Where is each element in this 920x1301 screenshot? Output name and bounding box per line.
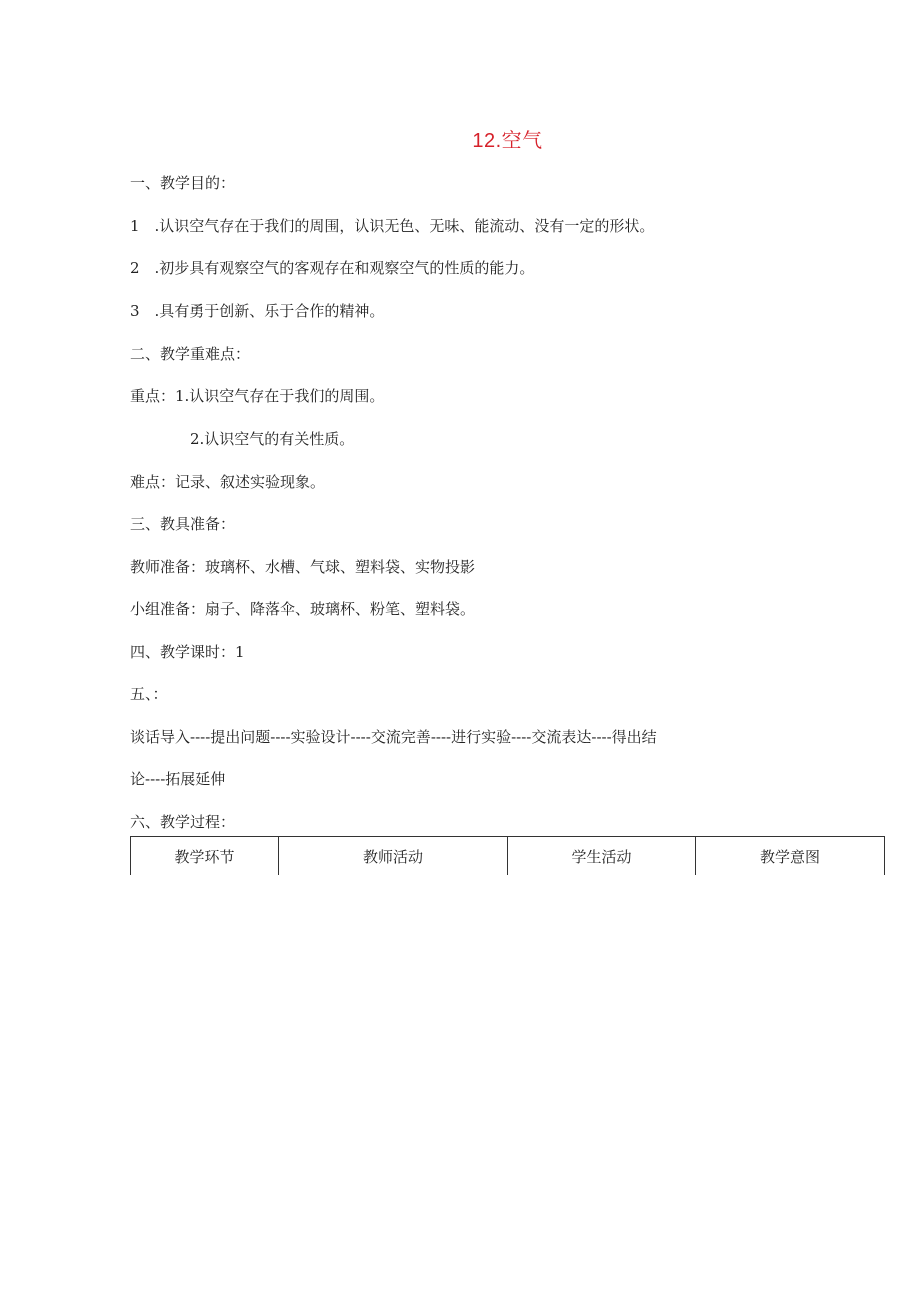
section-objectives-heading: 一、教学目的：: [130, 174, 236, 192]
objective-item-3: 3 .具有勇于创新、乐于合作的精神。: [130, 302, 385, 320]
document-title: 12.空气: [472, 130, 543, 152]
section-key-points-heading: 二、教学重难点：: [130, 345, 251, 363]
section-materials-heading: 三、教具准备：: [130, 515, 236, 533]
section-class-hours: 四、教学课时：1: [130, 643, 245, 661]
objective-item-2: 2 .初步具有观察空气的客观存在和观察空气的性质的能力。: [130, 259, 535, 277]
group-materials: 小组准备：扇子、降落伞、玻璃杯、粉笔、塑料袋。: [130, 600, 476, 618]
process-flow-line-2: 论----拓展延伸: [130, 770, 226, 788]
teacher-materials: 教师准备：玻璃杯、水槽、气球、塑料袋、实物投影: [130, 558, 476, 576]
section-five-heading: 五、：: [130, 685, 168, 703]
header-teacher-activity: 教师活动: [279, 837, 508, 876]
objective-item-1: 1 .认识空气存在于我们的周围，认识无色、无味、能流动、没有一定的形状。: [130, 217, 655, 235]
key-point-2: 2.认识空气的有关性质。: [190, 430, 355, 448]
process-flow-line-1: 谈话导入----提出问题----实验设计----交流完善----进行实验----交流表达----得出结: [130, 728, 657, 746]
section-process-heading: 六、教学过程：: [130, 813, 236, 831]
teaching-process-table: [130, 836, 885, 875]
difficult-point: 难点：记录、叙述实验现象。: [130, 473, 326, 491]
header-teaching-stage: 教学环节: [131, 837, 279, 876]
header-teaching-intent: 教学意图: [696, 837, 885, 876]
header-student-activity: 学生活动: [508, 837, 696, 876]
table-header-row: [131, 837, 885, 876]
key-point-1: 重点：1.认识空气存在于我们的周围。: [130, 387, 385, 405]
